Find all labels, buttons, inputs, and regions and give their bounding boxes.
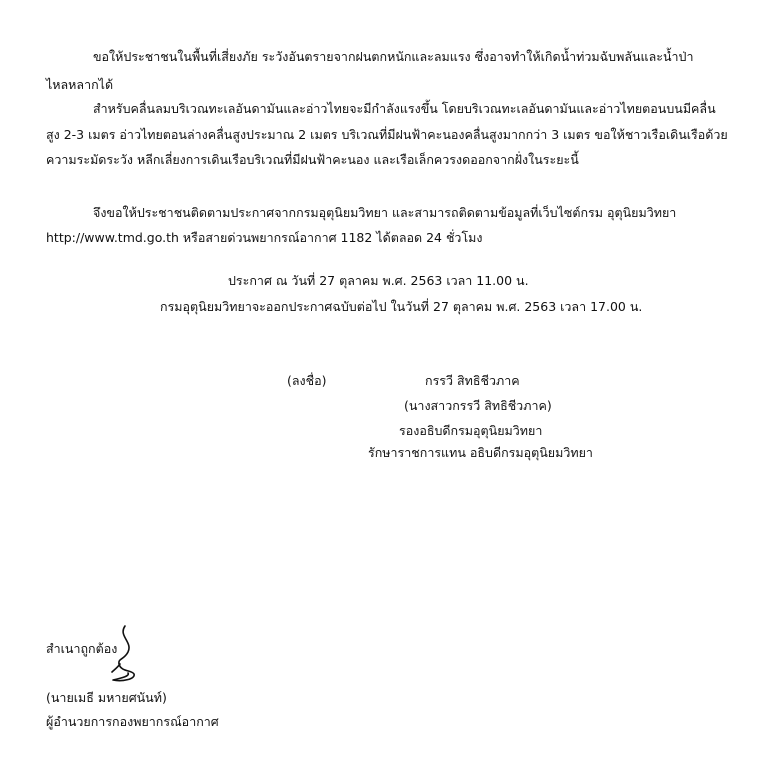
certified-copy-label: สำเนาถูกต้อง bbox=[46, 641, 118, 656]
paragraph-3-line-2: http://www.tmd.go.th หรือสายด่วนพยากรณ์อากาศ 1182 ได้ตลอด 24 ชั่วโมง bbox=[46, 230, 483, 245]
certified-copy-name: (นายเมธี มหายศนันท์) bbox=[46, 690, 167, 705]
paragraph-2-line-1: สำหรับคลื่นลมบริเวณทะเลอันดามันและอ่าวไทยจะมีกำลังแรงขึ้น โดยบริเวณทะเลอันดามันและอ่าวไทยตอนบนมีคลื่น bbox=[93, 101, 716, 116]
signatory-acting: รักษาราชการแทน อธิบดีกรมอุตุนิยมวิทยา bbox=[368, 445, 593, 460]
handwritten-signature bbox=[108, 624, 138, 684]
signatory-name: กรรวี สิทธิชีวภาค bbox=[425, 373, 520, 388]
paragraph-1-line-2: ไหลหลากได้ bbox=[46, 77, 114, 92]
announcement-issued: ประกาศ ณ วันที่ 27 ตุลาคม พ.ศ. 2563 เวลา 11.00 น. bbox=[228, 273, 529, 288]
signatory-full-name: (นางสาวกรรวี สิทธิชีวภาค) bbox=[404, 398, 552, 413]
signed-label: (ลงชื่อ) bbox=[287, 373, 327, 388]
certified-copy-position: ผู้อำนวยการกองพยากรณ์อากาศ bbox=[46, 714, 219, 729]
signatory-position: รองอธิบดีกรมอุตุนิยมวิทยา bbox=[399, 423, 543, 438]
paragraph-3-line-1: จึงขอให้ประชาชนติดตามประกาศจากกรมอุตุนิยมวิทยา และสามารถติดตามข้อมูลที่เว็บไซต์กรม อุตุนิยมวิทยา bbox=[93, 205, 677, 220]
paragraph-2-line-3: ความระมัดระวัง หลีกเลี่ยงการเดินเรือบริเวณที่มีฝนฟ้าคะนอง และเรือเล็กควรงดออกจากฝั่งในระยะนี้ bbox=[46, 152, 579, 167]
paragraph-2-line-2: สูง 2-3 เมตร อ่าวไทยตอนล่างคลื่นสูงประมาณ 2 เมตร บริเวณที่มีฝนฟ้าคะนองคลื่นสูงมากกว่า 3 เมตร ขอให้ชาวเรือเดินเรือด้วย bbox=[46, 127, 728, 142]
paragraph-1-line-1: ขอให้ประชาชนในพื้นที่เสี่ยงภัย ระวังอันตรายจากฝนตกหนักและลมแรง ซึ่งอาจทำให้เกิดน้ำท่วมฉับพลันและน้ำป่า bbox=[93, 49, 694, 64]
announcement-next: กรมอุตุนิยมวิทยาจะออกประกาศฉบับต่อไป ในวันที่ 27 ตุลาคม พ.ศ. 2563 เวลา 17.00 น. bbox=[160, 299, 643, 314]
